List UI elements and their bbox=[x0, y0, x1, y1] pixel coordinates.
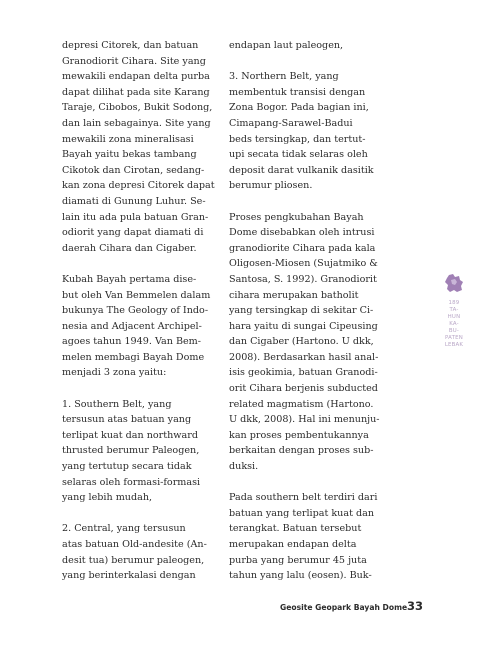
text-line: bukunya The Geology of Indo- bbox=[62, 305, 209, 317]
text-line: 1. Southern Belt, yang bbox=[62, 398, 172, 410]
paragraph-gap bbox=[229, 475, 387, 491]
text-line: deposit darat vulkanik dasitik bbox=[229, 164, 374, 176]
sidebar-anniversary-badge bbox=[434, 272, 474, 349]
text-line: upi secata tidak selaras oleh bbox=[229, 149, 368, 161]
text-line: tahun yang lalu (eosen). Buk- bbox=[229, 570, 372, 582]
text-line: Bayah yaitu bekas tambang bbox=[62, 149, 197, 161]
text-line: Proses pengkubahan Bayah bbox=[229, 211, 364, 223]
sidebar-line: TA- bbox=[449, 307, 459, 313]
paragraph-gap bbox=[229, 194, 387, 210]
text-line: yang lebih mudah, bbox=[62, 492, 153, 504]
sidebar-line: LEBAK bbox=[444, 342, 464, 348]
text-line: dan Cigaber (Hartono. U dkk, bbox=[229, 336, 374, 348]
paragraph-gap bbox=[229, 54, 387, 70]
sidebar-line: KA- bbox=[449, 321, 459, 327]
sidebar-line: BU- bbox=[448, 328, 460, 334]
text-line: mewakili zona mineralisasi bbox=[62, 133, 194, 145]
text-line: mewakili endapan delta purba bbox=[62, 71, 210, 83]
text-line: 3. Northern Belt, yang bbox=[229, 71, 339, 83]
text-line: isis geokimia, batuan Granodi- bbox=[229, 367, 378, 379]
text-line: selaras oleh formasi-formasi bbox=[62, 476, 201, 488]
text-line: Dome disebabkan oleh intrusi bbox=[229, 227, 375, 239]
footer-title: Geosite Geopark Bayah Dome bbox=[280, 603, 408, 612]
text-line: orit Cihara berjenis subducted bbox=[229, 383, 378, 395]
text-line: Pada southern belt terdiri dari bbox=[229, 492, 378, 504]
text-line: daerah Cihara dan Cigaber. bbox=[62, 242, 197, 254]
text-line: melen membagi Bayah Dome bbox=[62, 351, 205, 363]
text-line: Oligosen-Miosen (Sujatmiko & bbox=[229, 258, 378, 270]
sidebar-line: HUN bbox=[447, 314, 461, 320]
text-line: tersusun atas batuan yang bbox=[62, 414, 192, 426]
text-line: endapan laut paleogen, bbox=[229, 40, 344, 51]
text-line: related magmatism (Hartono. bbox=[229, 398, 374, 410]
text-line: hara yaitu di sungai Cipeusing bbox=[229, 320, 378, 332]
sidebar-line: PATEN bbox=[445, 335, 463, 341]
text-line: lain itu ada pula batuan Gran- bbox=[62, 211, 209, 223]
text-line: Cikotok dan Cirotan, sedang- bbox=[62, 164, 205, 176]
kabupaten-lebak-map-icon bbox=[443, 272, 465, 294]
sidebar-line: 189 bbox=[448, 300, 460, 306]
text-line: beds tersingkap, dan tertut- bbox=[229, 133, 366, 145]
paragraph-gap bbox=[62, 506, 214, 522]
text-line: duksi. bbox=[229, 461, 259, 473]
text-line: berumur pliosen. bbox=[229, 180, 313, 192]
text-line: batuan yang terlipat kuat dan bbox=[229, 507, 375, 519]
right-text-column bbox=[229, 38, 387, 584]
text-line: cihara merupakan batholit bbox=[229, 289, 359, 301]
sidebar-text bbox=[434, 300, 474, 349]
text-line: kan proses pembentukannya bbox=[229, 429, 369, 441]
text-line: yang berinterkalasi dengan bbox=[62, 570, 196, 582]
text-line: Zona Bogor. Pada bagian ini, bbox=[229, 102, 369, 114]
text-line: merupakan endapan delta bbox=[229, 539, 357, 550]
text-line: Kubah Bayah pertama dise- bbox=[62, 273, 197, 285]
text-line: U dkk, 2008). Hal ini menunju- bbox=[229, 414, 380, 426]
text-line: berkaitan dengan proses sub- bbox=[229, 445, 374, 457]
paragraph-gap bbox=[62, 256, 214, 272]
text-line: atas batuan Old-andesite (An- bbox=[62, 539, 207, 550]
text-line: desit tua) berumur paleogen, bbox=[62, 554, 205, 566]
text-line: kan zona depresi Citorek dapat bbox=[62, 180, 215, 192]
text-line: terangkat. Batuan tersebut bbox=[229, 523, 362, 535]
text-line: 2008). Berdasarkan hasil anal- bbox=[229, 351, 379, 363]
text-line: agoes tahun 1949. Van Bem- bbox=[62, 336, 202, 348]
paragraph-gap bbox=[62, 381, 214, 397]
text-line: thrusted berumur Paleogen, bbox=[62, 445, 200, 457]
text-line: dapat dilihat pada site Karang bbox=[62, 86, 210, 98]
text-line: membentuk transisi dengan bbox=[229, 86, 366, 98]
text-line: terlipat kuat dan northward bbox=[62, 429, 198, 441]
text-line: odiorit yang dapat diamati di bbox=[62, 227, 204, 239]
text-line: purba yang berumur 45 juta bbox=[229, 554, 367, 566]
text-line: granodiorite Cihara pada kala bbox=[229, 242, 376, 254]
text-line: Cimapang-Sarawel-Badui bbox=[229, 117, 353, 129]
text-line: nesia and Adjacent Archipel- bbox=[62, 320, 202, 332]
text-line: Santosa, S. 1992). Granodiorit bbox=[229, 273, 377, 285]
text-line: depresi Citorek, dan batuan bbox=[62, 40, 199, 51]
text-line: but oleh Van Bemmelen dalam bbox=[62, 289, 211, 301]
text-line: dan lain sebagainya. Site yang bbox=[62, 117, 211, 129]
text-line: diamati di Gunung Luhur. Se- bbox=[62, 195, 206, 207]
left-text-column bbox=[62, 38, 214, 584]
text-line: yang tertutup secara tidak bbox=[62, 461, 192, 473]
text-line: 2. Central, yang tersusun bbox=[62, 523, 186, 535]
text-line: Granodiorit Cihara. Site yang bbox=[62, 55, 206, 67]
text-line: yang tersingkap di sekitar Ci- bbox=[229, 305, 374, 317]
text-line: Taraje, Cibobos, Bukit Sodong, bbox=[62, 102, 213, 114]
page-number: 33 bbox=[407, 599, 424, 613]
text-line: menjadi 3 zona yaitu: bbox=[62, 367, 167, 379]
